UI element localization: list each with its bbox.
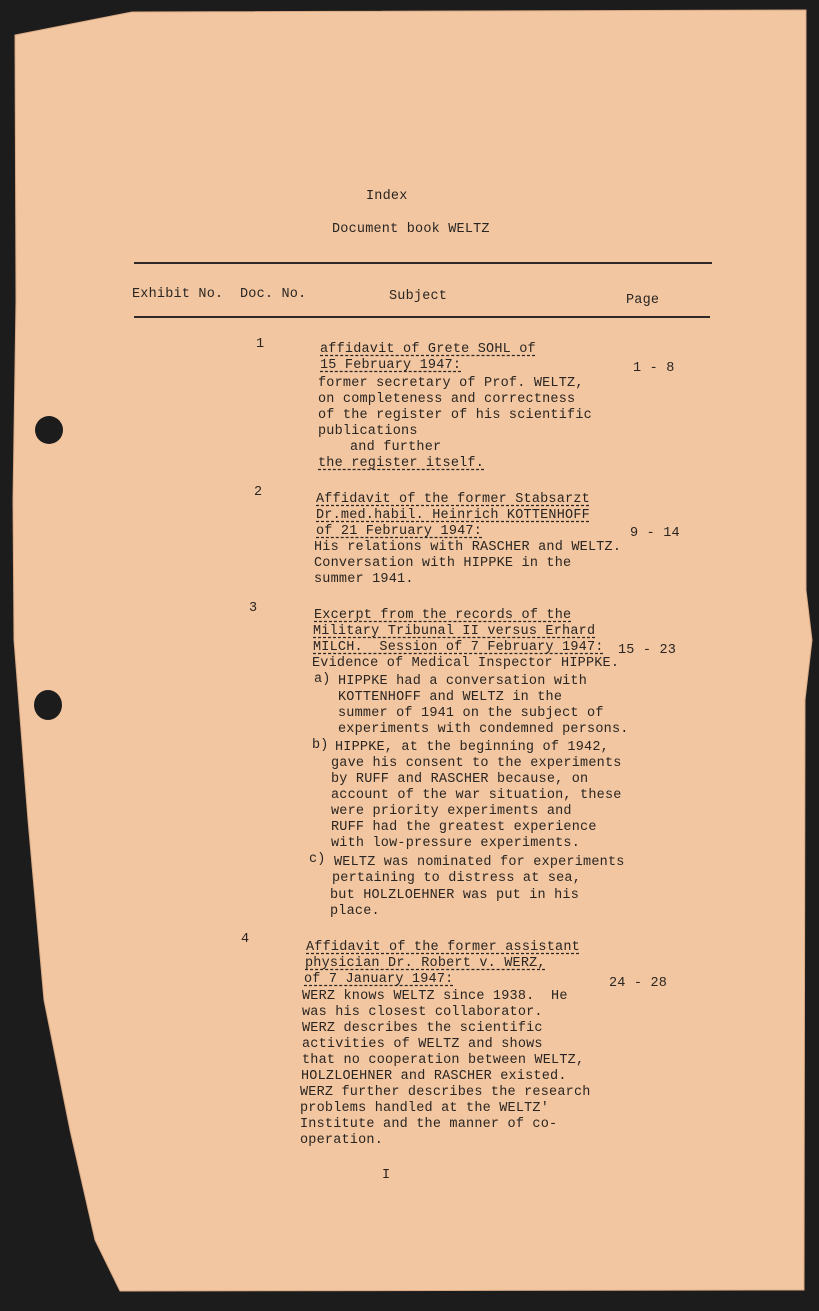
entry-3-item-a-text: summer of 1941 on the subject of — [338, 706, 604, 721]
entry-1-tail: the register itself. — [318, 456, 485, 471]
entry-4-text: WERZ describes the scientific — [302, 1021, 543, 1036]
entry-2-heading: of 21 February 1947: — [316, 524, 483, 539]
entry-3-item-b-text: account of the war situation, these — [331, 788, 622, 803]
entry-3-item-c-text: pertaining to distress at sea, — [332, 871, 582, 886]
entry-2-text: His relations with RASCHER and WELTZ. — [314, 540, 622, 555]
page-number: I — [382, 1168, 391, 1183]
entry-1-pages: 1 - 8 — [633, 361, 675, 376]
page-subtitle: Document book WELTZ — [332, 222, 490, 237]
entry-4-text: WERZ further describes the research — [300, 1085, 591, 1100]
entry-3-text: Evidence of Medical Inspector HIPPKE. — [312, 656, 620, 671]
entry-1-heading: affidavit of Grete SOHL of — [320, 342, 536, 357]
entry-3-item-label: a) — [314, 672, 331, 687]
entry-1-text: publications — [318, 424, 418, 439]
entry-3-item-b-text: RUFF had the greatest experience — [331, 820, 597, 835]
entry-3-item-c-text: but HOLZLOEHNER was put in his — [330, 888, 580, 903]
entry-3-item-label: b) — [312, 738, 329, 753]
entry-3-item-a-text: HIPPKE had a conversation with — [338, 674, 588, 689]
column-header-doc: Doc. No. — [240, 287, 307, 302]
entry-3-heading: Military Tribunal II versus Erhard — [313, 624, 596, 639]
entry-2-text: Conversation with HIPPKE in the — [314, 556, 572, 571]
entry-3-item-b-text: by RUFF and RASCHER because, on — [331, 772, 589, 787]
entry-4-text: was his closest collaborator. — [302, 1005, 543, 1020]
entry-4-heading: of 7 January 1947: — [304, 972, 454, 987]
entry-2-pages: 9 - 14 — [630, 526, 680, 541]
entry-1-doc-no: 1 — [256, 337, 265, 352]
entry-3-pages: 15 - 23 — [618, 643, 677, 658]
entry-4-text: Institute and the manner of co- — [300, 1117, 558, 1132]
column-header-exhibit: Exhibit No. — [132, 287, 224, 302]
entry-4-heading: Affidavit of the former assistant — [306, 940, 580, 955]
entry-4-text: that no cooperation between WELTZ, — [302, 1053, 585, 1068]
divider-header — [134, 316, 710, 318]
entry-1-text: on completeness and correctness — [318, 392, 576, 407]
entry-1-heading: 15 February 1947: — [320, 358, 462, 373]
entry-1-text: former secretary of Prof. WELTZ, — [318, 376, 584, 391]
divider-top — [134, 262, 712, 264]
entry-3-item-a-text: experiments with condemned persons. — [338, 722, 629, 737]
entry-4-text: problems handled at the WELTZ' — [300, 1101, 550, 1116]
entry-4-pages: 24 - 28 — [609, 976, 668, 991]
entry-4-text: operation. — [300, 1133, 384, 1148]
entry-3-item-label: c) — [309, 852, 326, 867]
entry-3-item-c-text: WELTZ was nominated for experiments — [334, 855, 625, 870]
entry-3-item-c-text: place. — [330, 904, 380, 919]
entry-4-text: activities of WELTZ and shows — [302, 1037, 543, 1052]
column-header-subject: Subject — [389, 289, 448, 304]
entry-2-doc-no: 2 — [254, 485, 263, 500]
entry-4-heading: physician Dr. Robert v. WERZ, — [305, 956, 546, 971]
entry-2-heading: Dr.med.habil. Heinrich KOTTENHOFF — [316, 508, 590, 523]
entry-2-heading: Affidavit of the former Stabsarzt — [316, 492, 590, 507]
entry-3-item-b-text: were priority experiments and — [331, 804, 572, 819]
entry-3-item-b-text: gave his consent to the experiments — [331, 756, 622, 771]
page-title: Index — [366, 189, 408, 204]
entry-3-item-b-text: HIPPKE, at the beginning of 1942, — [335, 740, 609, 755]
entry-4-doc-no: 4 — [241, 932, 250, 947]
entry-3-heading: MILCH. Session of 7 February 1947: — [313, 640, 604, 655]
entry-4-text: HOLZLOEHNER and RASCHER existed. — [301, 1069, 567, 1084]
entry-1-text: of the register of his scientific — [318, 408, 592, 423]
column-header-page: Page — [626, 293, 660, 308]
entry-3-item-a-text: KOTTENHOFF and WELTZ in the — [338, 690, 563, 705]
entry-3-doc-no: 3 — [249, 601, 258, 616]
entry-2-text: summer 1941. — [314, 572, 414, 587]
entry-1-text: and further — [350, 440, 442, 455]
entry-3-item-b-text: with low-pressure experiments. — [331, 836, 581, 851]
entry-3-heading: Excerpt from the records of the — [314, 608, 572, 623]
entry-4-text: WERZ knows WELTZ since 1938. He — [302, 989, 568, 1004]
